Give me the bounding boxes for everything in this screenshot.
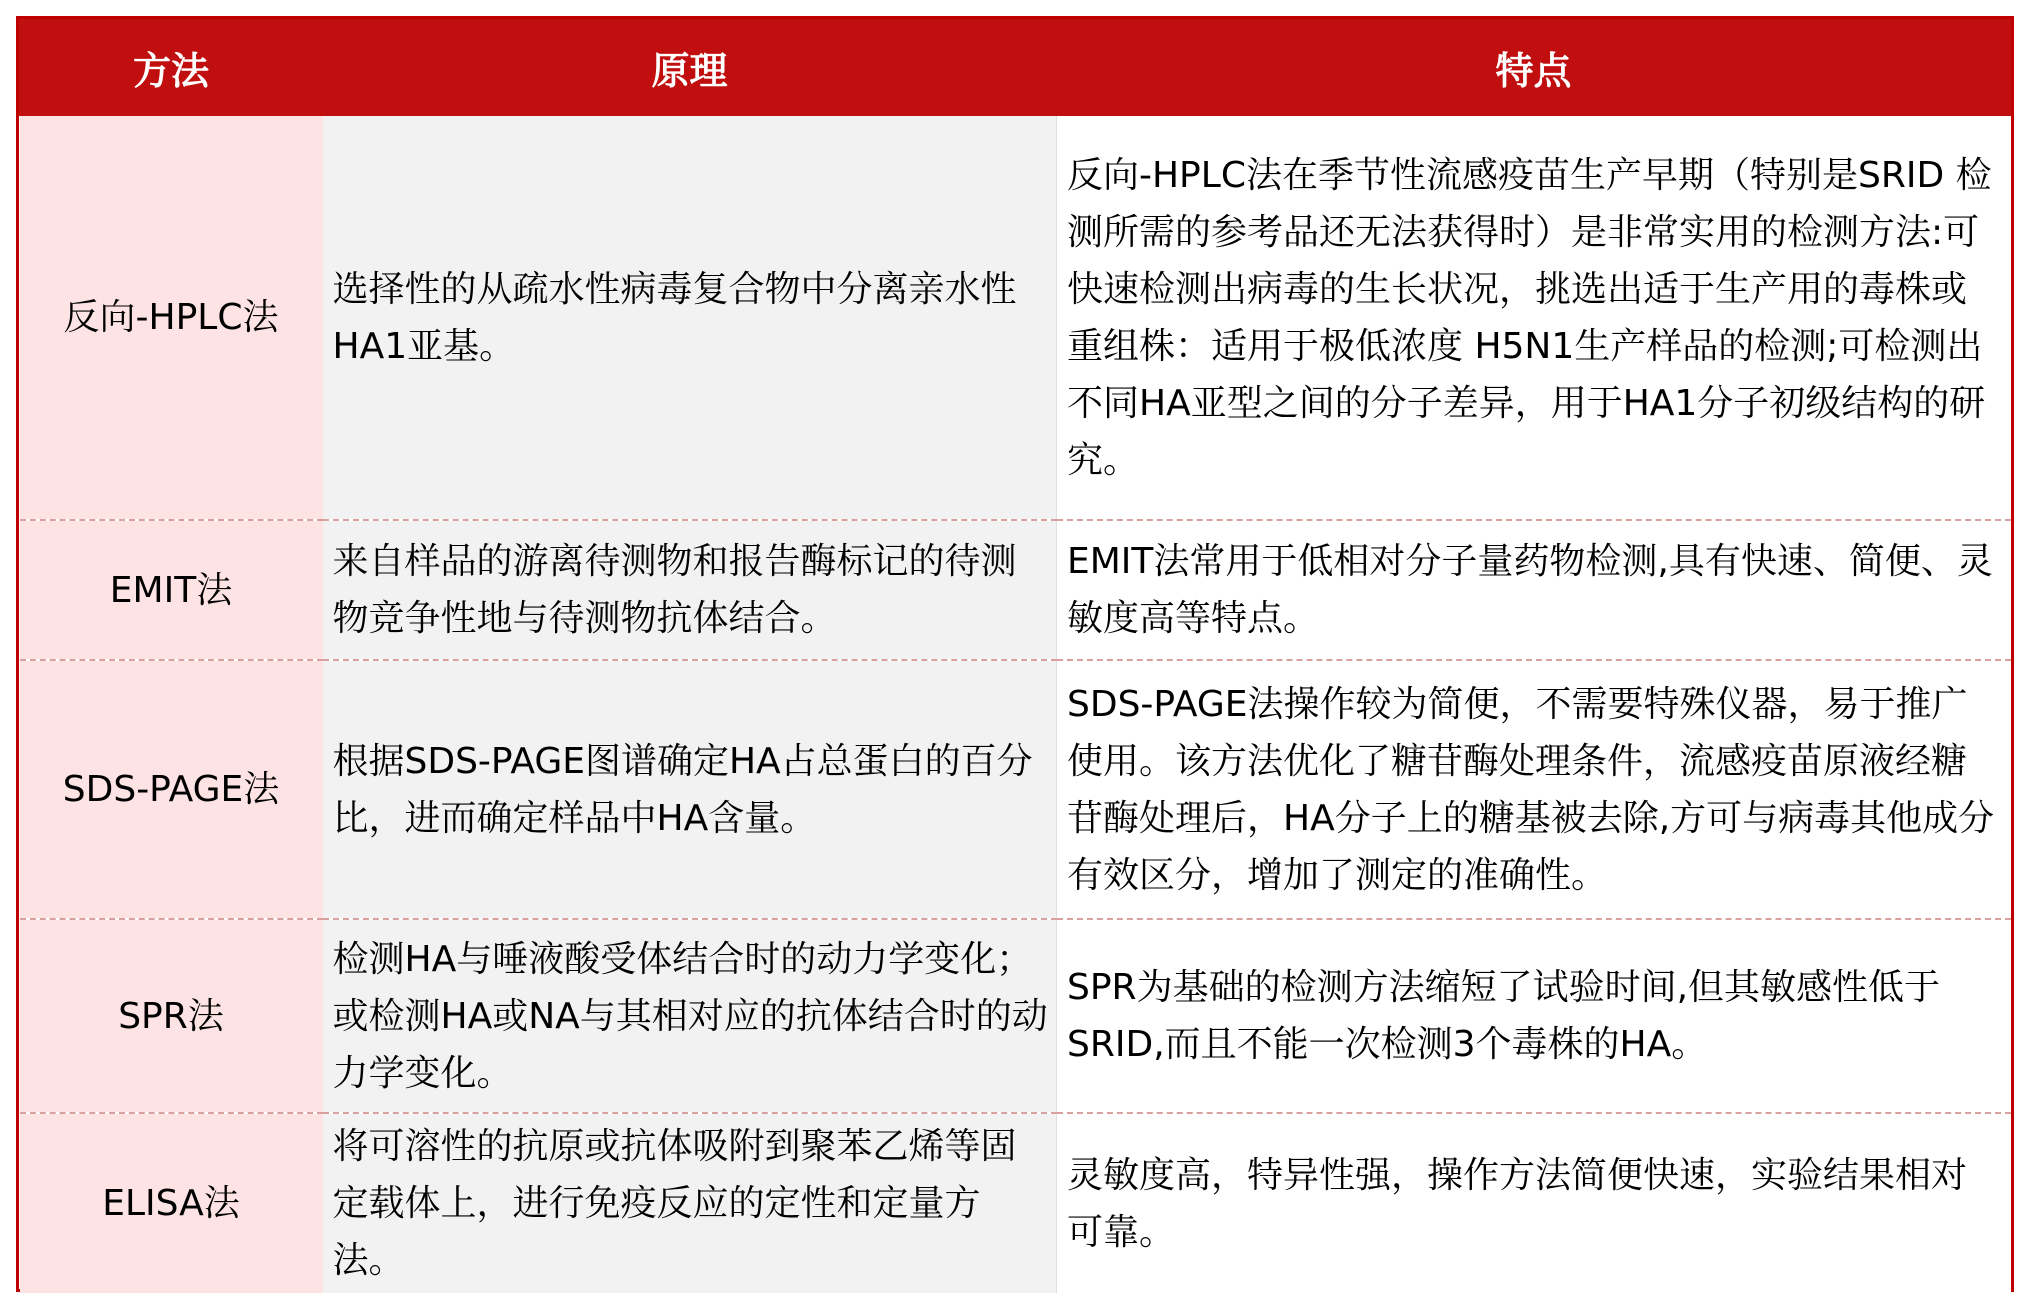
method-cell: EMIT法 bbox=[20, 520, 323, 660]
table-header bbox=[20, 19, 2011, 116]
table-row bbox=[20, 660, 2011, 919]
methods-table-container bbox=[16, 16, 2014, 1292]
table-row bbox=[20, 116, 2011, 520]
method-cell: 反向-HPLC法 bbox=[20, 116, 323, 520]
feature-cell: 反向-HPLC法在季节性流感疫苗生产早期（特别是SRID 检测所需的参考品还无法获得时）是非常实用的检测方法:可快速检测出病毒的生长状况，挑选出适于生产用的毒株或重组株：适用于极低浓度 H5N1生产样品的检测;可检测出不同HA亚型之间的分子差异，用于HA1分子初级结构的研究。 bbox=[1057, 116, 2011, 520]
header-feature: 特点 bbox=[1057, 19, 2011, 116]
table-row bbox=[20, 1113, 2011, 1293]
header-principle: 原理 bbox=[323, 19, 1057, 116]
header-row bbox=[20, 19, 2011, 116]
method-cell: SPR法 bbox=[20, 919, 323, 1113]
methods-table bbox=[19, 19, 2011, 1293]
principle-cell: 来自样品的游离待测物和报告酶标记的待测物竞争性地与待测物抗体结合。 bbox=[323, 520, 1057, 660]
feature-cell: 灵敏度高，特异性强，操作方法简便快速，实验结果相对可靠。 bbox=[1057, 1113, 2011, 1293]
header-method: 方法 bbox=[20, 19, 323, 116]
feature-cell: SPR为基础的检测方法缩短了试验时间,但其敏感性低于 SRID,而且不能一次检测3个毒株的HA。 bbox=[1057, 919, 2011, 1113]
table-body bbox=[20, 116, 2011, 1293]
principle-cell: 选择性的从疏水性病毒复合物中分离亲水性HA1亚基。 bbox=[323, 116, 1057, 520]
feature-cell: EMIT法常用于低相对分子量药物检测,具有快速、简便、灵敏度高等特点。 bbox=[1057, 520, 2011, 660]
principle-cell: 检测HA与唾液酸受体结合时的动力学变化；或检测HA或NA与其相对应的抗体结合时的动力学变化。 bbox=[323, 919, 1057, 1113]
method-cell: ELISA法 bbox=[20, 1113, 323, 1293]
method-cell: SDS-PAGE法 bbox=[20, 660, 323, 919]
table-row bbox=[20, 919, 2011, 1113]
table-row bbox=[20, 520, 2011, 660]
principle-cell: 根据SDS-PAGE图谱确定HA占总蛋白的百分比，进而确定样品中HA含量。 bbox=[323, 660, 1057, 919]
principle-cell: 将可溶性的抗原或抗体吸附到聚苯乙烯等固定载体上，进行免疫反应的定性和定量方法。 bbox=[323, 1113, 1057, 1293]
feature-cell: SDS-PAGE法操作较为简便，不需要特殊仪器，易于推广使用。该方法优化了糖苷酶处理条件，流感疫苗原液经糖苷酶处理后，HA分子上的糖基被去除,方可与病毒其他成分有效区分，增加了测定的准确性。 bbox=[1057, 660, 2011, 919]
